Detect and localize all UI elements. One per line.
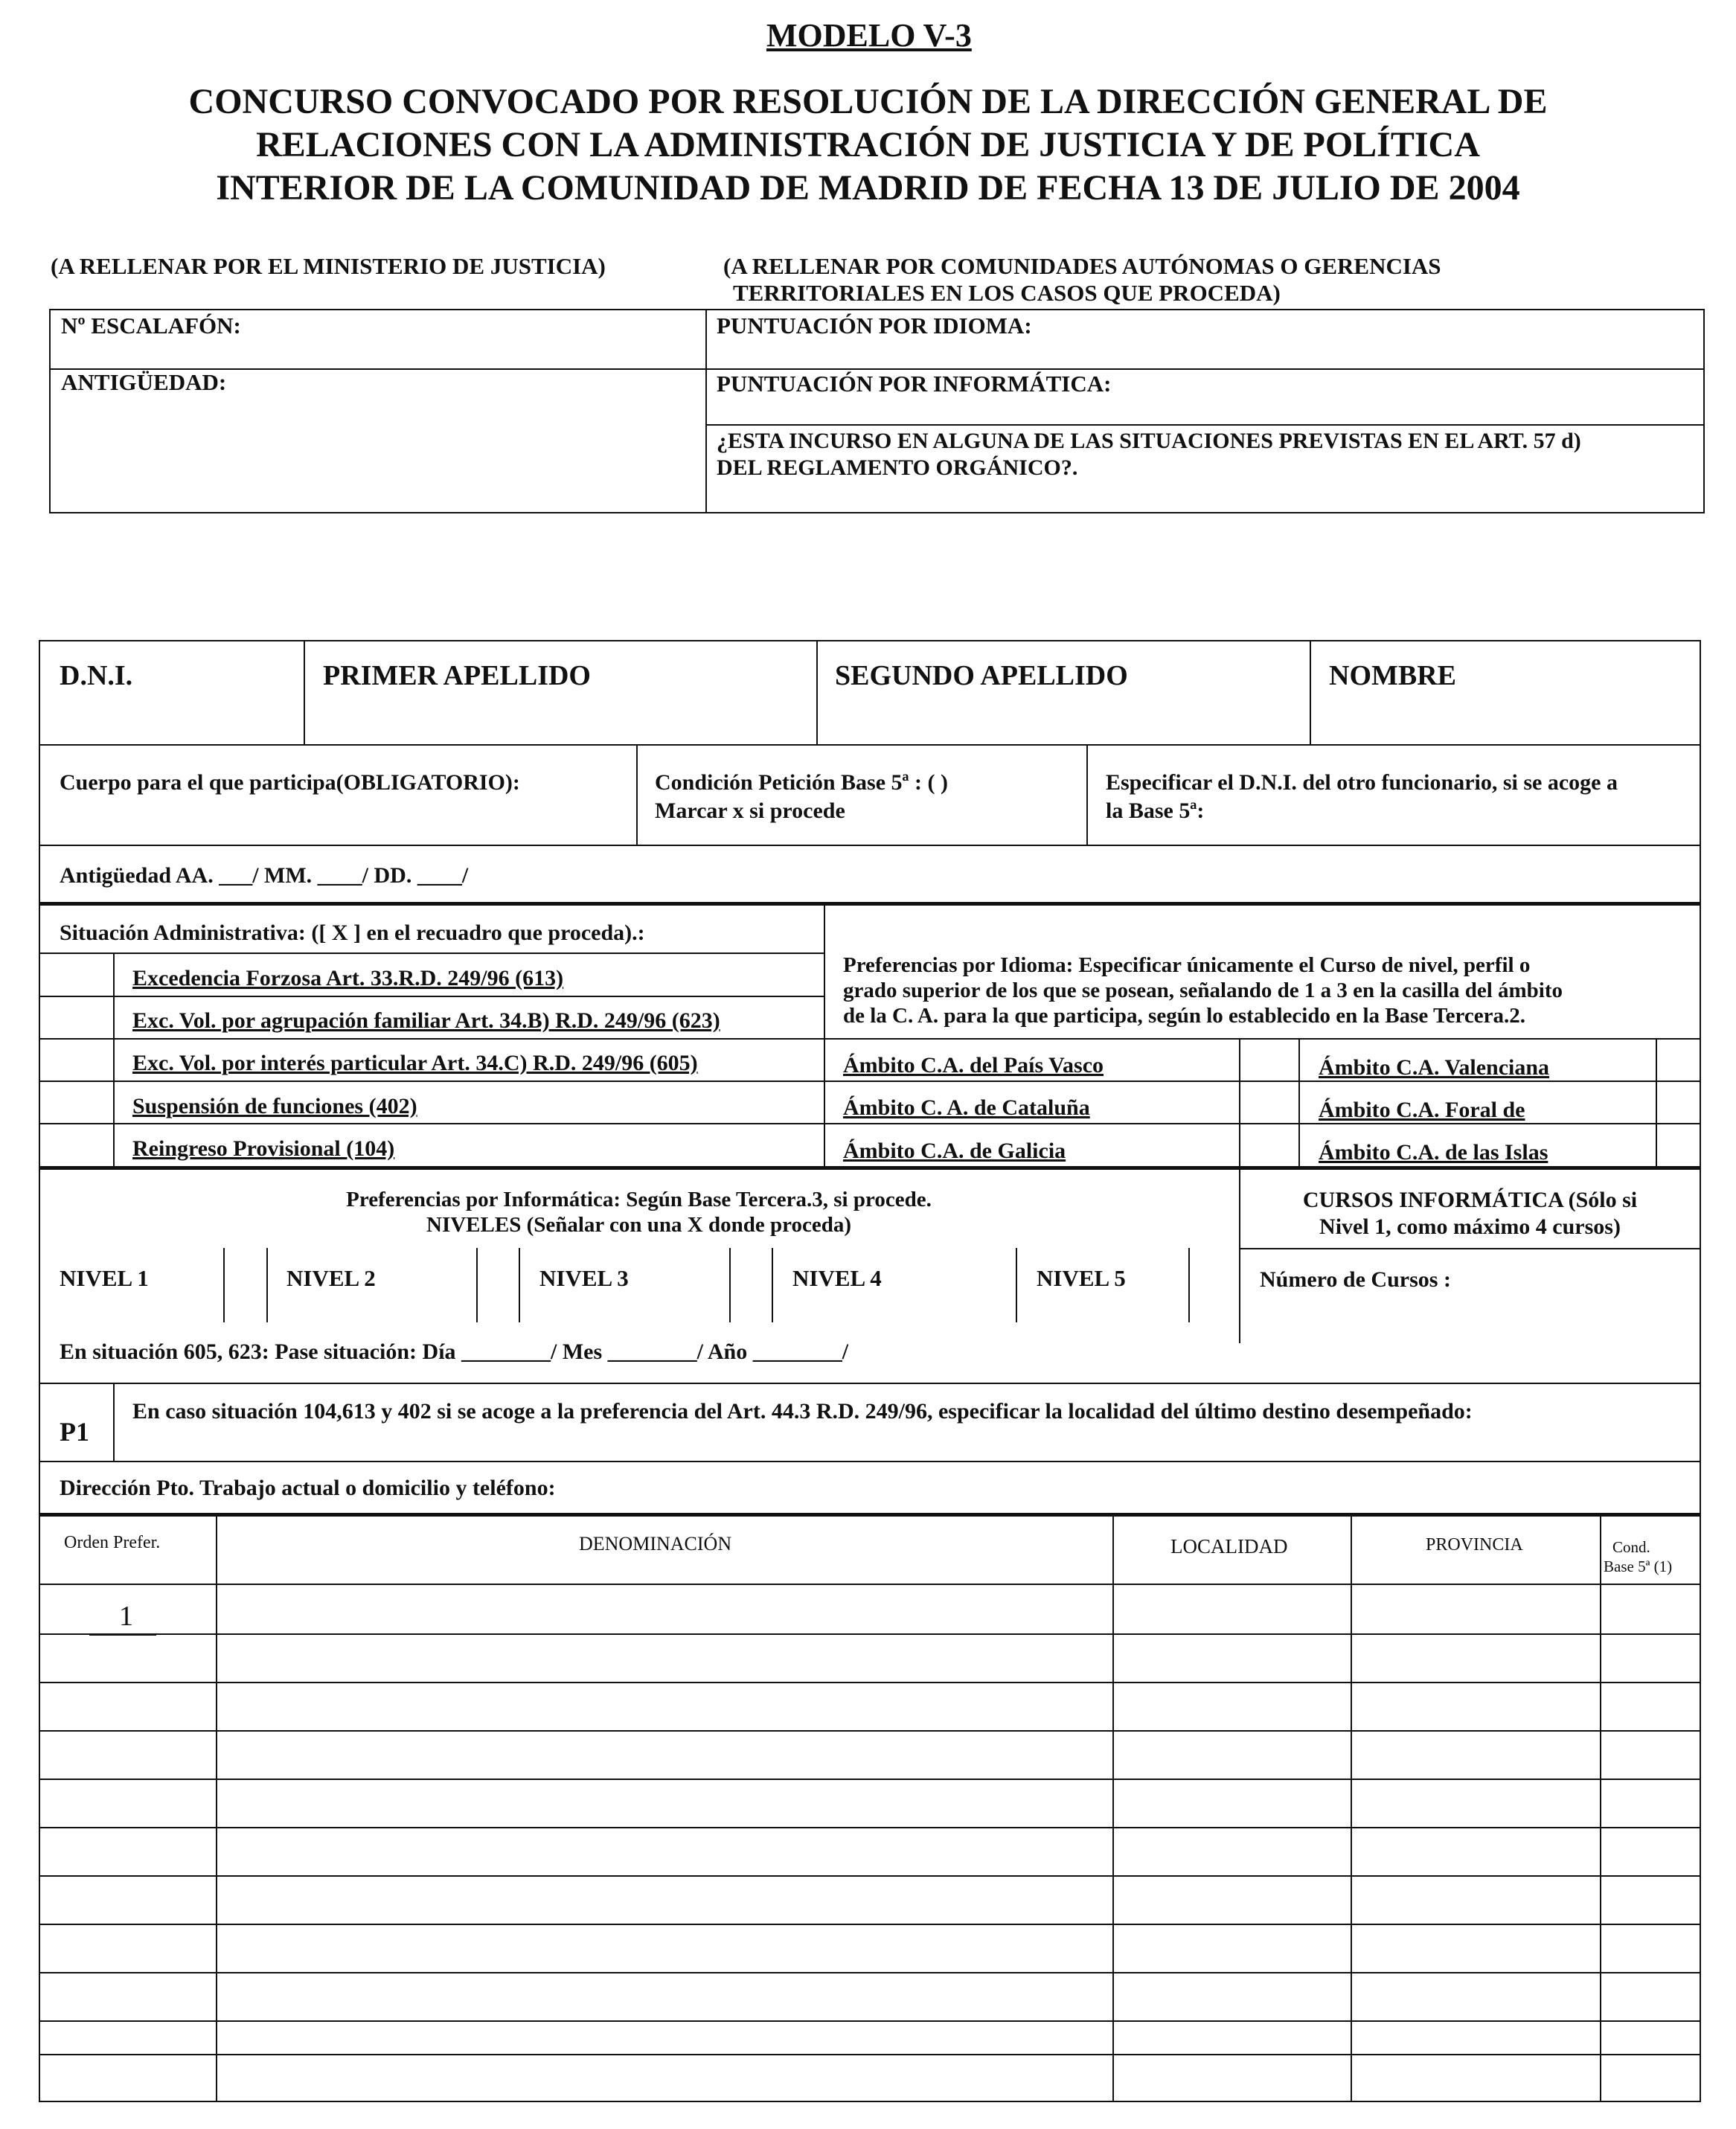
situacion-item-613: Excedencia Forzosa Art. 33.R.D. 249/96 (613) [132,966,564,990]
incurso-question-1: ¿ESTA INCURSO EN ALGUNA DE LAS SITUACIONES PREVISTAS EN EL ART. 57 d) [717,429,1581,453]
ambito-cataluna: Ámbito C. A. de Cataluña [843,1095,1090,1120]
nivel-3-checkbox[interactable] [731,1250,770,1321]
nivel-4-label: NIVEL 4 [792,1265,882,1291]
cursos-informatica-header: CURSOS INFORMÁTICA (Sólo si Nivel 1, como máximo 4 cursos) [1302,1188,1638,1239]
row-1-order: 1 [119,1601,133,1632]
situacion-checkbox-402[interactable] [42,1083,110,1121]
ambito-pais-vasco-box[interactable] [1241,1040,1296,1079]
model-label: MODELO V-3 [766,17,972,54]
puntuacion-idioma-label: PUNTUACIÓN POR IDIOMA: [717,313,1032,339]
situacion-item-402: Suspensión de funciones (402) [132,1094,417,1118]
ambito-valenciana-box[interactable] [1658,1040,1700,1079]
ambito-islas: Ámbito C.A. de las Islas [1319,1140,1548,1165]
admin-box [49,309,1705,513]
title-line-3: INTERIOR DE LA COMUNIDAD DE MADRID DE FECHA 13 DE JULIO DE 2004 [216,168,1520,208]
situacion-title: Situación Administrativa: ([ X ] en el recuadro que proceda).: [60,921,645,945]
ambito-foral-box[interactable] [1658,1083,1700,1121]
informatica-preferences: Preferencias por Informática: Según Base Tercera.3, si procede. NIVELES (Señalar con una X donde proceda) [346,1188,932,1237]
ambito-galicia: Ámbito C.A. de Galicia [843,1139,1066,1163]
antiguedad-date: Antigüedad AA. ___/ MM. ____/ DD. ____/ [60,863,469,888]
escalafon-label: Nº ESCALAFÓN: [61,313,241,339]
situacion-checkbox-613[interactable] [42,955,110,994]
situacion-item-623: Exc. Vol. por agrupación familiar Art. 34.B) R.D. 249/96 (623) [132,1008,720,1033]
primer-apellido-label: PRIMER APELLIDO [323,660,591,691]
nivel-4-checkbox[interactable] [977,1250,1014,1321]
pase-situacion-line: En situación 605, 623: Pase situación: Día ________/ Mes ________/ Año ________/ [60,1339,849,1364]
col-base5-header: Base 5ª (1) [1604,1557,1673,1575]
nivel-2-label: NIVEL 2 [286,1265,376,1291]
ambito-islas-box[interactable] [1658,1125,1700,1165]
nivel-1-checkbox[interactable] [225,1250,264,1321]
col-denominacion-header: DENOMINACIÓN [579,1533,732,1555]
col-orden-header: Orden Prefer. [64,1533,161,1552]
antiguedad-label: ANTIGÜEDAD: [61,369,227,395]
page-title [0,80,1736,210]
title-line-1: CONCURSO CONVOCADO POR RESOLUCIÓN DE LA DIRECCIÓN GENERAL DE [188,82,1548,121]
ministerio-caption: (A RELLENAR POR EL MINISTERIO DE JUSTICIA) [51,253,606,279]
especificar-dni-label-2: la Base 5ª: [1106,798,1205,823]
cuerpo-label: Cuerpo para el que participa(OBLIGATORIO): [60,770,520,795]
nivel-1-label: NIVEL 1 [60,1265,149,1291]
numero-cursos-label: Número de Cursos : [1260,1267,1451,1292]
incurso-question-2: DEL REGLAMENTO ORGÁNICO?. [717,455,1078,480]
puntuacion-informatica-label: PUNTUACIÓN POR INFORMÁTICA: [717,371,1112,397]
situacion-checkbox-104[interactable] [42,1126,110,1165]
nivel-2-checkbox[interactable] [478,1250,517,1321]
situacion-item-605: Exc. Vol. por interés particular Art. 34.C) R.D. 249/96 (605) [132,1051,698,1075]
nivel-3-label: NIVEL 3 [539,1265,629,1291]
p1-text: En caso situación 104,613 y 402 si se acoge a la preferencia del Art. 44.3 R.D. 249/96, especificar la localidad del último destino desempeñado: [132,1399,1473,1424]
segundo-apellido-label: SEGUNDO APELLIDO [835,660,1128,691]
title-line-2: RELACIONES CON LA ADMINISTRACIÓN DE JUSTICIA Y DE POLÍTICA [256,125,1480,164]
situacion-checkbox-605[interactable] [42,1041,110,1079]
direccion-label: Dirección Pto. Trabajo actual o domicilio y teléfono: [60,1476,556,1500]
condicion-label-1: Condición Petición Base 5ª : ( ) [655,770,948,795]
main-form [39,640,1701,2102]
ambito-pais-vasco: Ámbito C.A. del País Vasco [843,1053,1104,1078]
ambito-valenciana: Ámbito C.A. Valenciana [1319,1055,1550,1080]
nivel-5-label: NIVEL 5 [1037,1265,1126,1291]
nivel-5-checkbox[interactable] [1191,1250,1237,1321]
dni-label: D.N.I. [60,660,133,691]
ambito-cataluna-box[interactable] [1241,1083,1296,1121]
col-provincia-header: PROVINCIA [1426,1535,1523,1555]
col-localidad-header: LOCALIDAD [1170,1535,1288,1557]
ccaa-caption-1: (A RELLENAR POR COMUNIDADES AUTÓNOMAS O GERENCIAS [723,253,1441,279]
p1-label: P1 [60,1417,89,1447]
ambito-foral: Ámbito C.A. Foral de [1319,1098,1525,1122]
ambito-galicia-box[interactable] [1241,1125,1296,1165]
situacion-item-104: Reingreso Provisional (104) [132,1136,395,1161]
ccaa-caption-2: TERRITORIALES EN LOS CASOS QUE PROCEDA) [733,280,1281,306]
nombre-label: NOMBRE [1329,660,1456,691]
col-cond-header: Cond. [1612,1538,1650,1556]
situacion-checkbox-623[interactable] [42,999,110,1037]
especificar-dni-label-1: Especificar el D.N.I. del otro funcionario, si se acoge a [1106,770,1618,795]
condicion-label-2: Marcar x si procede [655,798,845,823]
idiomas-instructions: Preferencias por Idioma: Especificar únicamente el Curso de nivel, perfil o grado superior de los que se posean, señalando de 1 a 3 en la casilla del ámbito de la C. A. para la que participa, según lo establecido en la Base Tercera.2. [843,953,1563,1028]
